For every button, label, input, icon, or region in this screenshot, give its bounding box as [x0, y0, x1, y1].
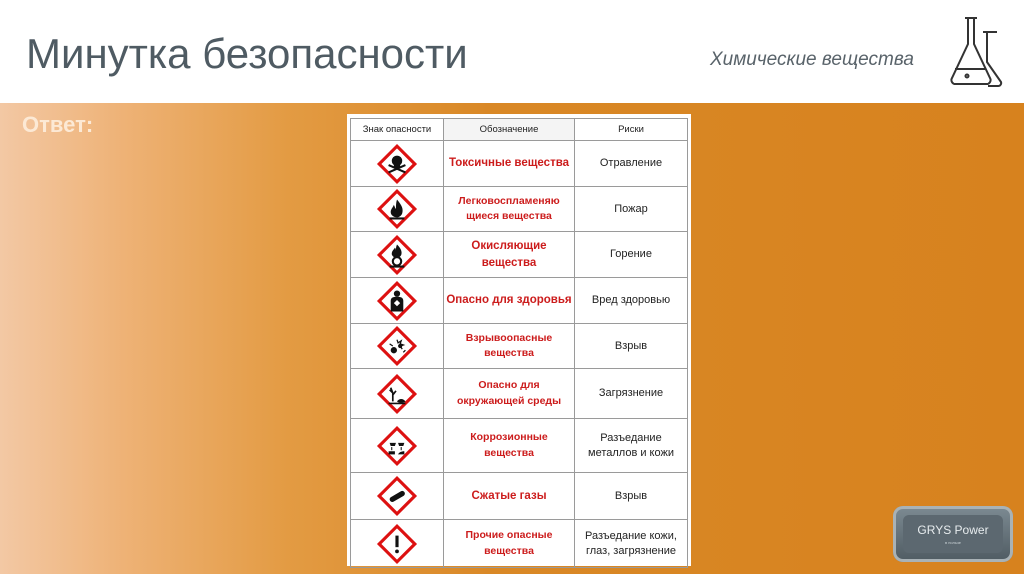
header — [0, 0, 1024, 103]
answer-label: Ответ: — [22, 112, 94, 137]
hazard-name: Опасно для окружающей среды — [444, 369, 575, 419]
grys-power-logo — [893, 506, 1013, 562]
table-row — [351, 324, 688, 369]
page-title: Минутка безопасности — [26, 30, 468, 77]
corrosion-icon — [376, 425, 418, 467]
column-header-risk: Риски — [575, 119, 688, 141]
gas-cylinder-icon — [376, 475, 418, 517]
table-row — [351, 369, 688, 419]
logo-name: GRYS Power — [917, 523, 989, 537]
hazard-name: Легковоспламеняю щиеся вещества — [444, 187, 575, 232]
hazard-risk: Пожар — [575, 187, 688, 232]
hazard-name: Прочие опасные вещества — [444, 520, 575, 568]
hazard-risk: Вред здоровью — [575, 278, 688, 324]
hazard-name: Токсичные вещества — [444, 141, 575, 187]
hazard-risk: Загрязнение — [575, 369, 688, 419]
table-row — [351, 520, 688, 568]
hazard-name: Коррозионные вещества — [444, 419, 575, 473]
table-header-row — [351, 119, 688, 141]
flame-icon — [376, 188, 418, 230]
skull-crossbones-icon — [376, 143, 418, 185]
logo-tagline: в пользе — [945, 540, 961, 545]
exclamation-icon — [376, 523, 418, 565]
table-row — [351, 232, 688, 278]
hazard-risk: Разъедание металлов и кожи — [575, 419, 688, 473]
hazard-risk: Горение — [575, 232, 688, 278]
table-row — [351, 141, 688, 187]
health-hazard-icon — [376, 280, 418, 322]
hazard-risk: Разъедание кожи, глаз, загрязнение — [575, 520, 688, 568]
environment-icon — [376, 373, 418, 415]
column-header-sign: Знак опасности — [351, 119, 444, 141]
hazard-risk: Взрыв — [575, 473, 688, 520]
hazard-name: Сжатые газы — [444, 473, 575, 520]
table-row — [351, 278, 688, 324]
exploding-bomb-icon — [376, 325, 418, 367]
hazard-risk: Отравление — [575, 141, 688, 187]
flask-icon — [943, 14, 1009, 88]
hazard-name: Опасно для здоровья — [444, 278, 575, 324]
logo-plate — [903, 515, 1003, 553]
flame-over-circle-icon — [376, 234, 418, 276]
hazard-table-card — [347, 114, 691, 566]
hazard-name: Взрывоопасные вещества — [444, 324, 575, 369]
hazard-risk: Взрыв — [575, 324, 688, 369]
column-header-name: Обозначение — [444, 119, 575, 141]
page-subtitle: Химические вещества — [710, 49, 914, 70]
hazard-table — [350, 118, 688, 568]
table-row — [351, 187, 688, 232]
hazard-name: Окисляющие вещества — [444, 232, 575, 278]
table-row — [351, 419, 688, 473]
table-row — [351, 473, 688, 520]
